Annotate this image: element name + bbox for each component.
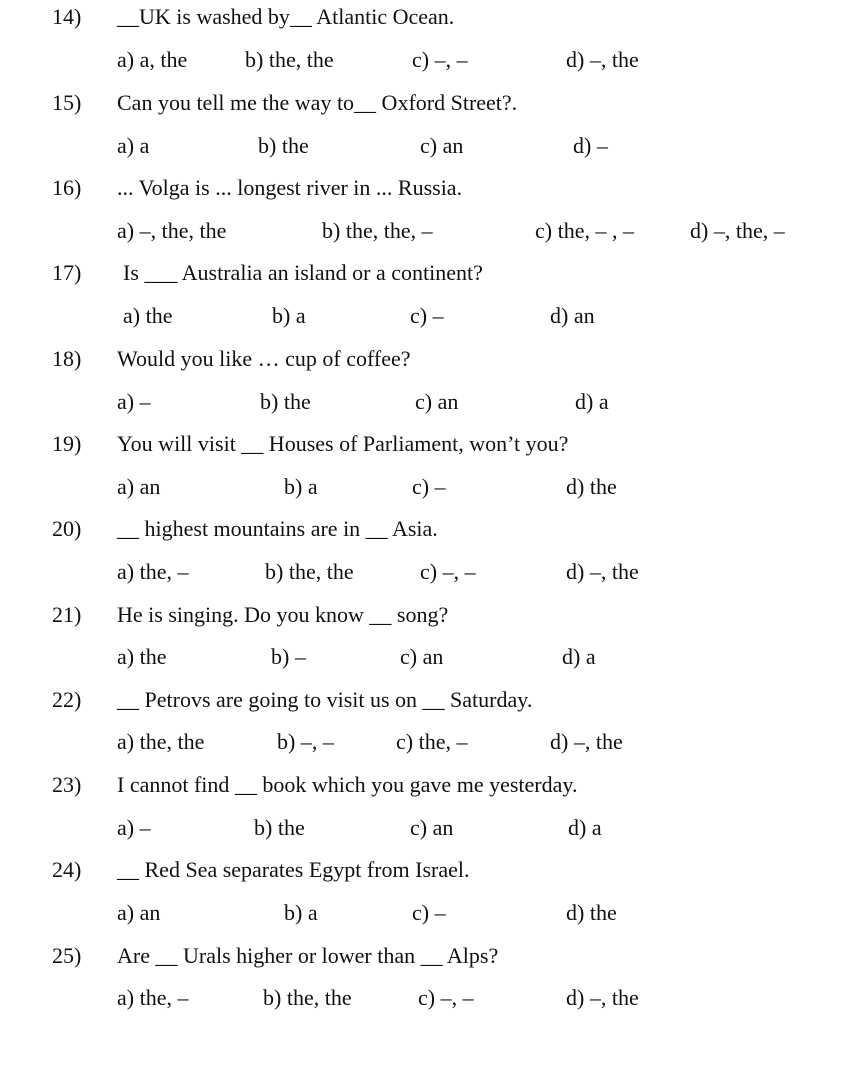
options-25 [0, 977, 864, 1019]
option-b[interactable]: b) the [260, 389, 311, 414]
question-number: 19) [52, 431, 82, 456]
option-d[interactable]: d) a [575, 389, 609, 414]
option-d[interactable]: d) –, the [550, 729, 623, 754]
option-a[interactable]: a) an [117, 900, 161, 925]
question-18 [0, 338, 864, 380]
question-number: 14) [52, 4, 82, 29]
option-d[interactable]: d) –, the [566, 47, 639, 72]
question-number: 24) [52, 857, 82, 882]
option-d[interactable]: d) – [573, 133, 608, 158]
question-23 [0, 764, 864, 806]
option-c[interactable]: c) an [415, 389, 459, 414]
options-22 [0, 721, 864, 763]
option-c[interactable]: c) an [400, 644, 444, 669]
question-number: 20) [52, 516, 82, 541]
question-text: __ highest mountains are in __ Asia. [117, 516, 438, 541]
options-17 [0, 295, 864, 337]
question-16 [0, 167, 864, 209]
question-20 [0, 508, 864, 550]
option-a[interactable]: a) the, – [117, 559, 189, 584]
options-15 [0, 125, 864, 167]
question-22 [0, 679, 864, 721]
option-d[interactable]: d) the [566, 474, 617, 499]
question-text: __ Petrovs are going to visit us on __ Saturday. [117, 687, 533, 712]
options-14 [0, 39, 864, 81]
question-number: 15) [52, 90, 82, 115]
question-text: I cannot find __ book which you gave me yesterday. [117, 772, 578, 797]
option-d[interactable]: d) a [568, 815, 602, 840]
question-number: 23) [52, 772, 82, 797]
question-21 [0, 594, 864, 636]
question-text: Can you tell me the way to__ Oxford Street?. [117, 90, 518, 115]
option-b[interactable]: b) the, the, – [322, 218, 433, 243]
option-a[interactable]: a) the, – [117, 985, 189, 1010]
options-23 [0, 807, 864, 849]
option-d[interactable]: d) –, the, – [690, 218, 785, 243]
question-15 [0, 82, 864, 124]
option-b[interactable]: b) a [284, 900, 318, 925]
option-a[interactable]: a) the [123, 303, 173, 328]
option-a[interactable]: a) – [117, 815, 151, 840]
option-b[interactable]: b) – [271, 644, 306, 669]
question-number: 17) [52, 260, 82, 285]
question-19 [0, 423, 864, 465]
option-d[interactable]: d) –, the [566, 559, 639, 584]
question-text: ... Volga is ... longest river in ... Russia. [117, 175, 463, 200]
question-text: Is ___ Australia an island or a continent? [123, 260, 483, 285]
option-b[interactable]: b) the [254, 815, 305, 840]
question-17 [0, 252, 864, 294]
option-a[interactable]: a) –, the, the [117, 218, 227, 243]
option-b[interactable]: b) the [258, 133, 309, 158]
options-24 [0, 892, 864, 934]
question-text: Would you like … cup of coffee? [117, 346, 411, 371]
option-a[interactable]: a) the, the [117, 729, 205, 754]
option-c[interactable]: c) an [420, 133, 464, 158]
question-text: He is singing. Do you know __ song? [117, 602, 449, 627]
options-19 [0, 466, 864, 508]
option-c[interactable]: c) – [412, 474, 446, 499]
question-text: You will visit __ Houses of Parliament, won’t you? [117, 431, 569, 456]
options-21 [0, 636, 864, 678]
question-14 [0, 0, 864, 38]
option-c[interactable]: c) – [410, 303, 444, 328]
option-c[interactable]: c) an [410, 815, 454, 840]
option-c[interactable]: c) –, – [420, 559, 476, 584]
option-a[interactable]: a) an [117, 474, 161, 499]
option-a[interactable]: a) – [117, 389, 151, 414]
option-c[interactable]: c) the, – , – [535, 218, 634, 243]
option-a[interactable]: a) a [117, 133, 150, 158]
option-a[interactable]: a) a, the [117, 47, 188, 72]
option-b[interactable]: b) the, the [265, 559, 354, 584]
option-b[interactable]: b) –, – [277, 729, 334, 754]
question-number: 21) [52, 602, 82, 627]
option-c[interactable]: c) – [412, 900, 446, 925]
option-b[interactable]: b) a [284, 474, 318, 499]
option-b[interactable]: b) the, the [263, 985, 352, 1010]
options-18 [0, 381, 864, 423]
option-b[interactable]: b) a [272, 303, 306, 328]
question-text: __ Red Sea separates Egypt from Israel. [117, 857, 470, 882]
option-a[interactable]: a) the [117, 644, 167, 669]
option-c[interactable]: c) –, – [418, 985, 474, 1010]
options-16 [0, 210, 864, 252]
option-d[interactable]: d) a [562, 644, 596, 669]
option-c[interactable]: c) the, – [396, 729, 468, 754]
question-number: 16) [52, 175, 82, 200]
option-b[interactable]: b) the, the [245, 47, 334, 72]
question-24 [0, 849, 864, 891]
option-c[interactable]: c) –, – [412, 47, 468, 72]
question-number: 18) [52, 346, 82, 371]
question-25 [0, 935, 864, 977]
question-number: 22) [52, 687, 82, 712]
question-number: 25) [52, 943, 82, 968]
options-20 [0, 551, 864, 593]
option-d[interactable]: d) the [566, 900, 617, 925]
option-d[interactable]: d) –, the [566, 985, 639, 1010]
question-text: __UK is washed by__ Atlantic Ocean. [117, 4, 455, 29]
question-text: Are __ Urals higher or lower than __ Alps? [117, 943, 499, 968]
option-d[interactable]: d) an [550, 303, 595, 328]
